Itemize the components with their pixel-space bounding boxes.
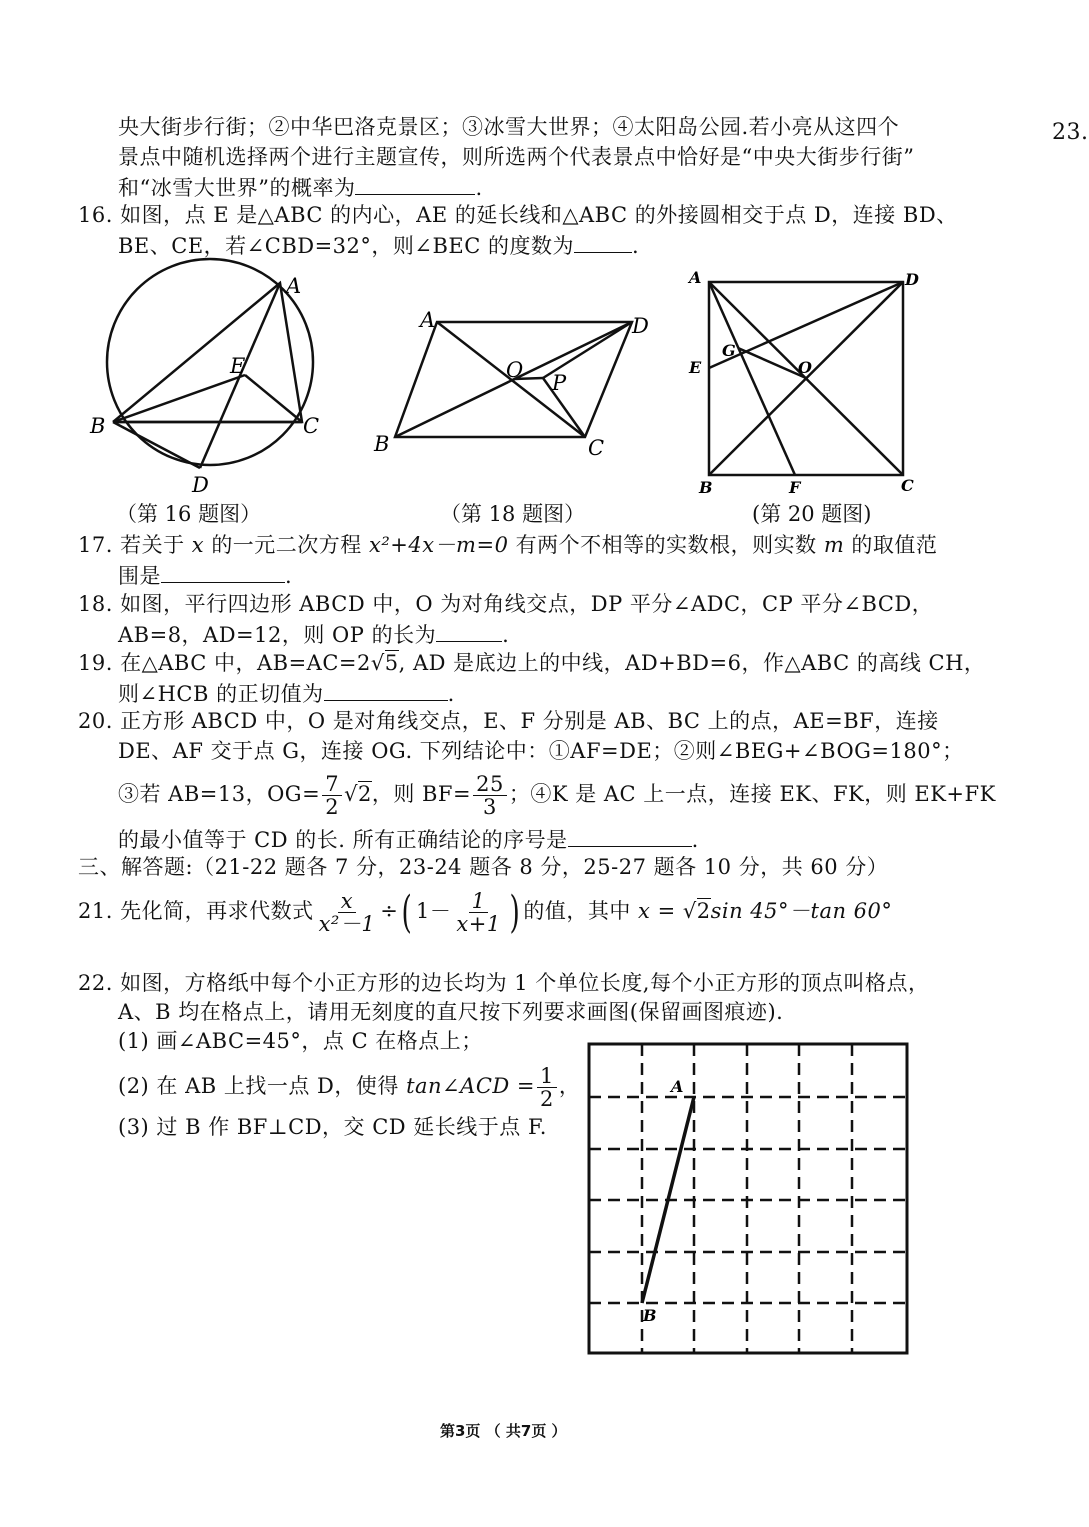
fig20-label-b: B	[699, 478, 713, 497]
q22-fraction	[537, 1065, 557, 1110]
q22-tan-expr: tan∠ACD =	[406, 1074, 535, 1098]
fig18-caption: （第 18 题图）	[440, 502, 586, 526]
q21-fraction-1	[316, 890, 379, 935]
q15-line-3-text: 和“冰雪大世界”的概率为	[118, 176, 356, 200]
fig18-label-d: D	[632, 314, 649, 338]
q21-condition: x =	[638, 899, 683, 923]
q17-line-2: 围是 .	[118, 560, 292, 591]
q19-line-2: 则∠HCB 的正切值为 .	[118, 678, 455, 709]
q16-line-1	[78, 200, 958, 230]
q21-fraction-2	[453, 890, 503, 935]
fig18-line-dp	[543, 322, 632, 378]
fig20-label-c: C	[901, 476, 914, 495]
fig18-label-b: B	[374, 432, 390, 456]
fig18-label-p: P	[552, 371, 567, 395]
q18-answer-blank[interactable]	[436, 619, 502, 642]
q22-fraction-den: 2	[540, 1087, 554, 1111]
q21-line	[78, 886, 892, 936]
q21-left-paren: (	[401, 886, 413, 938]
fig20-label-e: E	[689, 358, 702, 377]
grid-label-b: B	[643, 1306, 657, 1325]
figure-18	[370, 305, 670, 465]
q20-answer-blank[interactable]	[568, 824, 692, 847]
q15-line-1: 央大街步行街；②中华巴洛克景区；③冰雪大世界；④太阳岛公园.若小亮从这四个	[118, 115, 900, 139]
q22-grid-figure[interactable]	[585, 1040, 915, 1360]
q19-text-b: , AD 是底边上的中线，AD+BD=6，作△ABC 的高线 CH，	[398, 651, 986, 675]
q17-text-2: 围是	[118, 564, 161, 588]
fig20-line-og	[738, 348, 806, 378]
fig16-label-c: C	[303, 414, 320, 438]
q19-answer-blank[interactable]	[324, 678, 448, 701]
fig18-label-o: O	[506, 358, 524, 382]
q21-one-minus: 1－	[416, 899, 452, 923]
q21-sqrt-2: 2	[696, 899, 711, 923]
og-sqrt-2: 2	[357, 782, 372, 806]
q21-fraction-2-num: 1	[469, 890, 489, 913]
q15-line-2: 景点中随机选择两个进行主题宣传，则所选两个代表景点中恰好是“中央大街步行街”	[118, 145, 915, 169]
q18-text-2: AB=8，AD=12，则 OP 的长为	[118, 623, 437, 647]
fig18-label-a: A	[420, 308, 436, 332]
q20-number: 20.	[78, 709, 113, 733]
q18-text-1: 如图，平行四边形 ABCD 中，O 为对角线交点，DP 平分∠ADC，CP 平分∠BCD，	[120, 592, 934, 616]
fig16-line-ce	[245, 375, 302, 422]
sqrt-symbol: √	[344, 782, 358, 806]
q19-text-a: 在△ABC 中，AB=AC=2	[120, 651, 371, 675]
grid-label-a: A	[671, 1077, 684, 1096]
q16-answer-blank[interactable]	[574, 230, 632, 253]
q22-sub-1: (1) 画∠ABC=45°，点 C 在格点上；	[118, 1029, 483, 1053]
q17-var-m: m	[823, 533, 845, 557]
bf-fraction-den: 3	[483, 795, 497, 819]
fig16-caption: （第 16 题图）	[116, 502, 262, 526]
q22-fraction-num: 1	[537, 1065, 557, 1088]
figure-16	[90, 265, 340, 505]
sqrt-symbol: √	[370, 651, 385, 675]
q22-sub-2-tail: ，	[558, 1074, 581, 1098]
q20-line-4: 的最小值等于 CD 的长. 所有正确结论的序号是 .	[118, 824, 699, 855]
q17-text-c: 有两个不相等的实数根，则实数	[515, 533, 817, 557]
fig16-label-b: B	[90, 414, 106, 438]
fig20-label-g: G	[722, 341, 736, 360]
section-3-heading: 三、解答题:（21-22 题各 7 分，23-24 题各 8 分，25-27 题各 10 分，共 60 分）	[78, 855, 889, 879]
og-fraction-den: 2	[325, 795, 340, 819]
fig20-line-af	[709, 282, 795, 475]
q21-condition-tail: sin 45°－tan 60°	[710, 899, 893, 923]
bf-fraction	[473, 773, 507, 818]
fig16-line-bd	[113, 422, 200, 468]
q20-line-2: DE、AF 交于点 G，连接 OG. 下列结论中：①AF=DE；②则∠BEG+∠BOG=180°；	[118, 739, 964, 763]
q17-line-1	[78, 530, 937, 560]
fig16-line-be	[113, 375, 245, 422]
q20-text-4: 的最小值等于 CD 的长. 所有正确结论的序号是	[118, 828, 568, 852]
fig20-label-d: D	[905, 270, 919, 289]
q15-line-3: 和“冰雪大世界”的概率为 .	[118, 172, 483, 203]
q21-fraction-1-num: x	[338, 890, 356, 913]
fig20-caption: (第 20 题图)	[752, 502, 872, 526]
q19-sqrt-5: 5	[384, 651, 399, 675]
q15-answer-blank[interactable]	[355, 172, 475, 195]
fig20-label-a: A	[689, 268, 702, 287]
q20-line-3	[118, 772, 996, 818]
figure-20	[685, 265, 930, 500]
fig20-label-o: O	[798, 358, 812, 377]
next-question-number: 23.	[1052, 120, 1089, 145]
q21-text-a: 先化简，再求代数式	[120, 899, 314, 923]
bf-fraction-num: 25	[473, 773, 507, 796]
q20-text-3a: ③若 AB=13，OG=	[118, 782, 321, 806]
q22-sub-3: (3) 过 B 作 BF⊥CD，交 CD 延长线于点 F.	[118, 1115, 547, 1139]
q16-text-1: 如图，点 E 是△ABC 的内心，AE 的延长线和△ABC 的外接圆相交于点 D，连接 BD、	[120, 203, 958, 227]
fig16-label-a: A	[286, 274, 302, 298]
q22-sub-2-text: (2) 在 AB 上找一点 D，使得	[118, 1074, 399, 1098]
q21-right-paren: )	[509, 886, 520, 938]
q18-line-1	[78, 589, 933, 619]
fig16-triangle-abc	[113, 283, 302, 422]
q20-text-3b: ，则 BF=	[371, 782, 472, 806]
q17-var-x: x	[191, 533, 205, 557]
q17-answer-blank[interactable]	[161, 560, 285, 583]
fig20-line-de	[709, 282, 903, 368]
og-fraction-num: 7	[322, 773, 342, 796]
q22-sub-2	[118, 1064, 580, 1110]
q20-text-1: 正方形 ABCD 中，O 是对角线交点，E、F 分别是 AB、BC 上的点，AE=BF，连接	[120, 709, 939, 733]
fig20-label-f: F	[789, 478, 801, 497]
q18-line-2: AB=8，AD=12，则 OP 的长为 .	[118, 619, 509, 650]
q19-number: 19.	[78, 651, 113, 675]
q22-line-2: A、B 均在格点上，请用无刻度的直尺按下列要求画图(保留画图痕迹).	[118, 1000, 784, 1024]
q21-number: 21.	[78, 899, 113, 923]
fig18-label-c: C	[588, 436, 605, 460]
og-fraction	[322, 773, 342, 818]
q22-line-1	[78, 968, 929, 998]
q16-number: 16.	[78, 203, 113, 227]
q20-text-3c: ；④K 是 AC 上一点，连接 EK、FK，则 EK+FK	[508, 782, 996, 806]
q19-text-2: 则∠HCB 的正切值为	[118, 682, 324, 706]
q22-number: 22.	[78, 971, 113, 995]
q19-line-1	[78, 648, 985, 678]
q21-divide: ÷	[380, 899, 399, 923]
q21-text-b: 的值，其中	[523, 899, 631, 923]
page-footer: 第3页 （ 共7页 ）	[440, 1422, 567, 1440]
q21-fraction-2-den: x+1	[456, 912, 501, 936]
q17-text-d: 的取值范	[851, 533, 938, 557]
q20-line-1	[78, 706, 939, 736]
q22-text-1: 如图，方格纸中每个小正方形的边长均为 1 个单位长度,每个小正方形的顶点叫格点，	[120, 971, 930, 995]
q16-text-2: BE、CE，若∠CBD=32°，则∠BEC 的度数为	[118, 234, 575, 258]
sqrt-symbol: √	[682, 899, 697, 923]
q17-text-a: 若关于	[120, 533, 185, 557]
fig16-label-d: D	[192, 473, 209, 497]
q17-text-b: 的一元二次方程	[211, 533, 362, 557]
fig16-label-e: E	[230, 354, 246, 378]
q17-equation: x²+4x－m=0	[369, 533, 509, 557]
q21-fraction-1-den: x²－1	[318, 912, 376, 936]
q18-number: 18.	[78, 592, 113, 616]
q16-line-2: BE、CE，若∠CBD=32°，则∠BEC 的度数为 .	[118, 230, 639, 261]
q17-number: 17.	[78, 533, 113, 557]
